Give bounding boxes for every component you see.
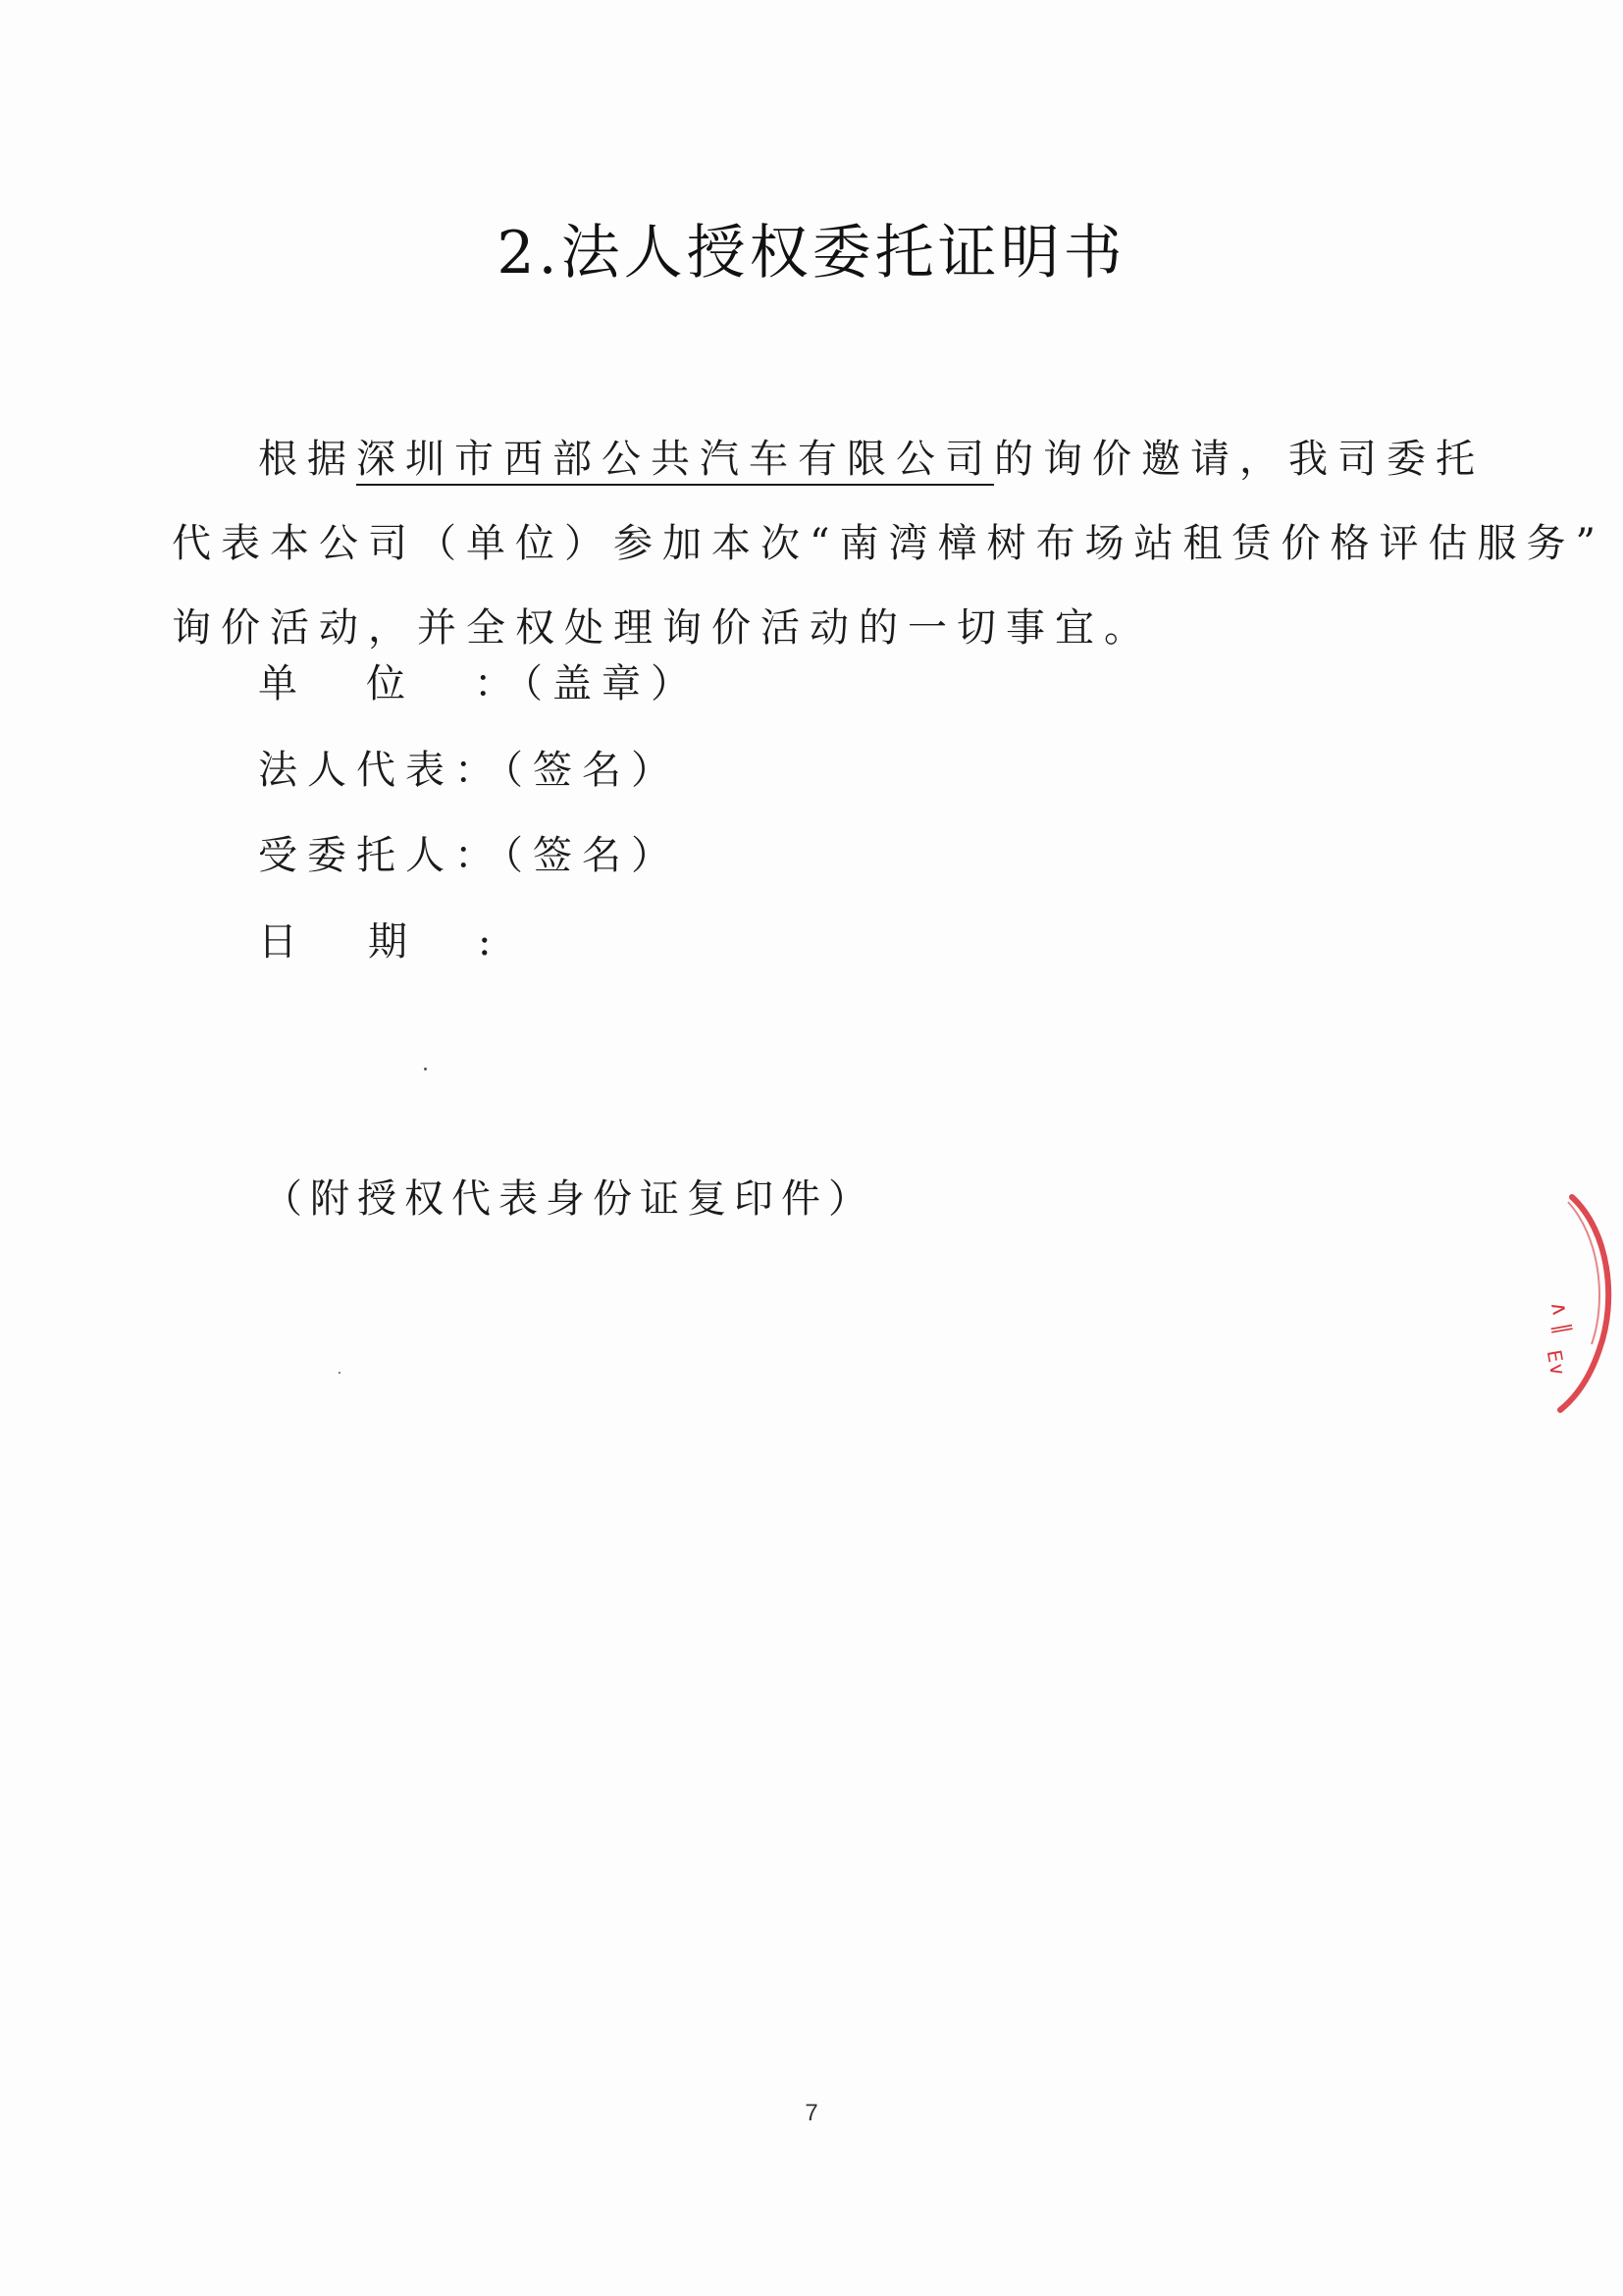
authorization-paragraph xyxy=(172,417,1605,670)
trustee-field xyxy=(258,824,680,880)
legal-representative-value: ：（签名） xyxy=(454,748,680,793)
date-field xyxy=(258,911,500,966)
date-label: 日期 xyxy=(258,919,478,965)
unit-field xyxy=(258,652,700,708)
paragraph-prefix: 根据 xyxy=(258,437,356,482)
unit-label: 单位 xyxy=(258,661,474,706)
legal-representative-label: 法人代表 xyxy=(258,748,454,793)
unit-value: ：（盖章） xyxy=(474,661,700,706)
scan-speck xyxy=(339,1372,340,1374)
page-number: 7 xyxy=(805,2100,818,2126)
svg-text:E∨: E∨ xyxy=(1542,1347,1571,1379)
stamp-icon xyxy=(1531,1192,1619,1413)
legal-representative-field xyxy=(258,739,680,795)
company-name: 深圳市西部公共汽车有限公司 xyxy=(356,437,994,486)
paragraph-suffix: 的询价邀请，我司委托 xyxy=(994,437,1485,482)
trustee-label: 受委托人 xyxy=(258,833,454,878)
svg-text:∧ ∥: ∧ ∥ xyxy=(1544,1298,1576,1336)
date-value: : xyxy=(478,919,501,965)
attachment-note: （附授权代表身份证复印件） xyxy=(263,1176,875,1222)
scan-speck xyxy=(424,1068,427,1070)
paragraph-line-1 xyxy=(172,417,1485,501)
trustee-value: ：（签名） xyxy=(454,833,680,878)
paragraph-line-2: 代表本公司（单位）参加本次“南湾樟树布场站租赁价格评估服务” xyxy=(172,521,1605,566)
paragraph-line-3: 询价活动，并全权处理询价活动的一切事宜。 xyxy=(172,605,1153,651)
document-title: 2.法人授权委托证明书 xyxy=(497,219,1126,287)
